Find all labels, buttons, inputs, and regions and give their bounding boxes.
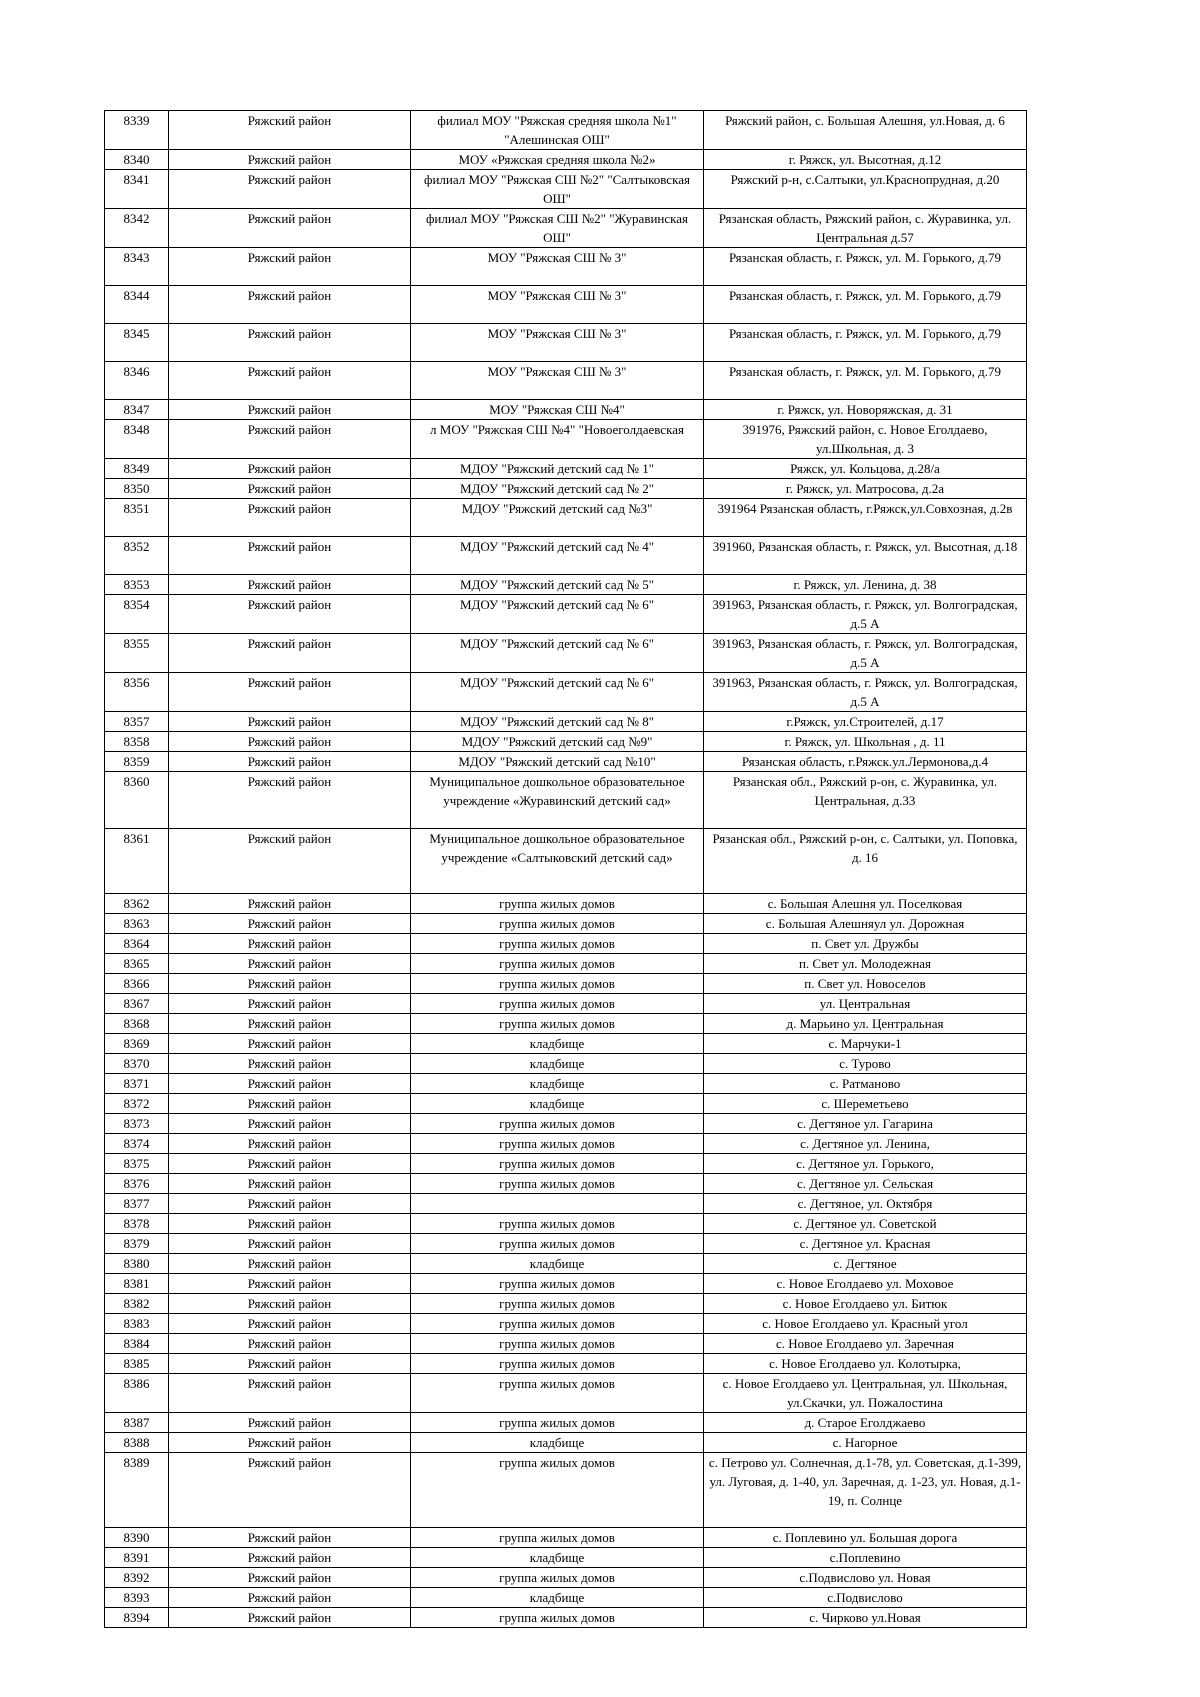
district-cell: Ряжский район: [169, 1294, 411, 1314]
row-number: 8368: [105, 1014, 169, 1034]
object-cell: кладбище: [411, 1433, 704, 1453]
table-row: [105, 537, 1027, 575]
object-cell: МДОУ "Ряжский детский сад №10": [411, 752, 704, 772]
table-row: [105, 712, 1027, 732]
object-cell: л МОУ "Ряжская СШ №4" "Новоеголдаевская: [411, 420, 704, 459]
row-number: 8371: [105, 1074, 169, 1094]
district-cell: Ряжский район: [169, 324, 411, 362]
district-cell: Ряжский район: [169, 1254, 411, 1274]
row-number: 8360: [105, 772, 169, 829]
address-cell: 391964 Рязанская область, г.Ряжск,ул.Совхозная, д.2в: [704, 499, 1027, 537]
district-cell: Ряжский район: [169, 1154, 411, 1174]
object-cell: МОУ "Ряжская СШ № 3": [411, 362, 704, 400]
address-cell: с. Дегтяное: [704, 1254, 1027, 1274]
row-number: 8369: [105, 1034, 169, 1054]
row-number: 8341: [105, 170, 169, 209]
table-row: [105, 1054, 1027, 1074]
object-cell: МДОУ "Ряжский детский сад № 5": [411, 575, 704, 595]
address-cell: с. Новое Еголдаево ул. Заречная: [704, 1334, 1027, 1354]
address-cell: 391963, Рязанская область, г. Ряжск, ул. Волгоградская, д.5 А: [704, 595, 1027, 634]
address-cell: Рязанская область, Ряжский район, с. Журавинка, ул. Центральная д.57: [704, 209, 1027, 248]
row-number: 8345: [105, 324, 169, 362]
row-number: 8354: [105, 595, 169, 634]
object-cell: кладбище: [411, 1034, 704, 1054]
row-number: 8393: [105, 1588, 169, 1608]
district-cell: Ряжский район: [169, 1453, 411, 1528]
object-cell: кладбище: [411, 1054, 704, 1074]
table-row: [105, 111, 1027, 150]
district-cell: Ряжский район: [169, 1174, 411, 1194]
district-cell: Ряжский район: [169, 1548, 411, 1568]
table-row: [105, 1548, 1027, 1568]
table-row: [105, 324, 1027, 362]
row-number: 8346: [105, 362, 169, 400]
address-cell: Рязанская обл., Ряжский р-он, с. Журавинка, ул. Центральная, д.33: [704, 772, 1027, 829]
district-cell: Ряжский район: [169, 1234, 411, 1254]
address-cell: г. Ряжск, ул. Высотная, д.12: [704, 150, 1027, 170]
district-cell: Ряжский район: [169, 1034, 411, 1054]
row-number: 8363: [105, 914, 169, 934]
district-cell: Ряжский район: [169, 286, 411, 324]
address-cell: 391976, Ряжский район, с. Новое Еголдаево, ул.Школьная, д. 3: [704, 420, 1027, 459]
district-cell: Ряжский район: [169, 634, 411, 673]
object-cell: кладбище: [411, 1074, 704, 1094]
object-cell: филиал МОУ "Ряжская СШ №2" "Салтыковская ОШ": [411, 170, 704, 209]
object-cell: группа жилых домов: [411, 914, 704, 934]
table-row: [105, 1234, 1027, 1254]
district-cell: Ряжский район: [169, 150, 411, 170]
address-cell: с. Чирково ул.Новая: [704, 1608, 1027, 1628]
table-row: [105, 772, 1027, 829]
address-cell: с. Ратманово: [704, 1074, 1027, 1094]
object-cell: группа жилых домов: [411, 1453, 704, 1528]
district-cell: Ряжский район: [169, 829, 411, 894]
address-cell: с. Новое Еголдаево ул. Моховое: [704, 1274, 1027, 1294]
table-row: [105, 1194, 1027, 1214]
district-cell: Ряжский район: [169, 1334, 411, 1354]
object-cell: кладбище: [411, 1588, 704, 1608]
address-cell: 391960, Рязанская область, г. Ряжск, ул. Высотная, д.18: [704, 537, 1027, 575]
table-row: [105, 575, 1027, 595]
row-number: 8379: [105, 1234, 169, 1254]
row-number: 8351: [105, 499, 169, 537]
district-cell: Ряжский район: [169, 1354, 411, 1374]
address-cell: с. Дегтяное ул. Горького,: [704, 1154, 1027, 1174]
row-number: 8340: [105, 150, 169, 170]
address-cell: с. Марчуки-1: [704, 1034, 1027, 1054]
row-number: 8364: [105, 934, 169, 954]
address-cell: п. Свет ул. Новоселов: [704, 974, 1027, 994]
row-number: 8372: [105, 1094, 169, 1114]
row-number: 8339: [105, 111, 169, 150]
district-cell: Ряжский район: [169, 954, 411, 974]
object-cell: [411, 1194, 704, 1214]
row-number: 8353: [105, 575, 169, 595]
row-number: 8382: [105, 1294, 169, 1314]
district-cell: Ряжский район: [169, 712, 411, 732]
row-number: 8349: [105, 459, 169, 479]
address-cell: с. Петрово ул. Солнечная, д.1-78, ул. Советская, д.1-399, ул. Луговая, д. 1-40, ул. Заречная, д. 1-23, ул. Новая, д.1-19, п. Солнце: [704, 1453, 1027, 1528]
object-cell: кладбище: [411, 1254, 704, 1274]
table-row: [105, 1074, 1027, 1094]
district-cell: Ряжский район: [169, 479, 411, 499]
address-cell: г. Ряжск, ул. Матросова, д.2а: [704, 479, 1027, 499]
table-row: [105, 1453, 1027, 1528]
row-number: 8356: [105, 673, 169, 712]
object-cell: МДОУ "Ряжский детский сад №3": [411, 499, 704, 537]
row-number: 8387: [105, 1413, 169, 1433]
district-cell: Ряжский район: [169, 673, 411, 712]
address-cell: с. Дегтяное ул. Ленина,: [704, 1134, 1027, 1154]
row-number: 8348: [105, 420, 169, 459]
district-cell: Ряжский район: [169, 974, 411, 994]
object-cell: МОУ «Ряжская средняя школа №2»: [411, 150, 704, 170]
table-row: [105, 994, 1027, 1014]
table-row: [105, 499, 1027, 537]
object-cell: МДОУ "Ряжский детский сад № 8": [411, 712, 704, 732]
table-row: [105, 1214, 1027, 1234]
table-row: [105, 1528, 1027, 1548]
row-number: 8390: [105, 1528, 169, 1548]
object-cell: Муниципальное дошкольное образовательное учреждение «Салтыковский детский сад»: [411, 829, 704, 894]
district-cell: Ряжский район: [169, 209, 411, 248]
table-row: [105, 286, 1027, 324]
table-row: [105, 1134, 1027, 1154]
row-number: 8386: [105, 1374, 169, 1413]
table-row: [105, 1094, 1027, 1114]
district-cell: Ряжский район: [169, 1608, 411, 1628]
table-row: [105, 1588, 1027, 1608]
address-cell: д. Марьино ул. Центральная: [704, 1014, 1027, 1034]
district-cell: Ряжский район: [169, 1413, 411, 1433]
address-cell: г. Ряжск, ул. Школьная , д. 11: [704, 732, 1027, 752]
row-number: 8358: [105, 732, 169, 752]
address-cell: г. Ряжск, ул. Новоряжская, д. 31: [704, 400, 1027, 420]
address-cell: с. Новое Еголдаево ул. Колотырка,: [704, 1354, 1027, 1374]
address-cell: 391963, Рязанская область, г. Ряжск, ул. Волгоградская, д.5 А: [704, 634, 1027, 673]
object-cell: группа жилых домов: [411, 894, 704, 914]
object-cell: группа жилых домов: [411, 954, 704, 974]
object-cell: МДОУ "Ряжский детский сад № 4": [411, 537, 704, 575]
table-row: [105, 1294, 1027, 1314]
district-cell: Ряжский район: [169, 1194, 411, 1214]
district-cell: Ряжский район: [169, 1134, 411, 1154]
object-cell: МДОУ "Ряжский детский сад № 1": [411, 459, 704, 479]
row-number: 8359: [105, 752, 169, 772]
table-row: [105, 1608, 1027, 1628]
row-number: 8350: [105, 479, 169, 499]
table-row: [105, 1433, 1027, 1453]
row-number: 8357: [105, 712, 169, 732]
address-cell: 391963, Рязанская область, г. Ряжск, ул. Волгоградская, д.5 А: [704, 673, 1027, 712]
table-row: [105, 150, 1027, 170]
document-table: [104, 110, 1027, 1628]
row-number: 8385: [105, 1354, 169, 1374]
address-cell: с. Нагорное: [704, 1433, 1027, 1453]
row-number: 8394: [105, 1608, 169, 1628]
address-cell: Рязанская область, г. Ряжск, ул. М. Горького, д.79: [704, 286, 1027, 324]
object-cell: МДОУ "Ряжский детский сад № 6": [411, 634, 704, 673]
district-cell: Ряжский район: [169, 1074, 411, 1094]
address-cell: с.Подвислово ул. Новая: [704, 1568, 1027, 1588]
district-cell: Ряжский район: [169, 595, 411, 634]
object-cell: МДОУ "Ряжский детский сад №9": [411, 732, 704, 752]
object-cell: филиал МОУ "Ряжская средняя школа №1" "Алешинская ОШ": [411, 111, 704, 150]
district-cell: Ряжский район: [169, 772, 411, 829]
table-row: [105, 1014, 1027, 1034]
district-cell: Ряжский район: [169, 1094, 411, 1114]
district-cell: Ряжский район: [169, 537, 411, 575]
row-number: 8367: [105, 994, 169, 1014]
district-cell: Ряжский район: [169, 1014, 411, 1034]
table-row: [105, 1034, 1027, 1054]
row-number: 8391: [105, 1548, 169, 1568]
district-cell: Ряжский район: [169, 170, 411, 209]
district-cell: Ряжский район: [169, 894, 411, 914]
address-cell: Рязанская обл., Ряжский р-он, с. Салтыки, ул. Поповка, д. 16: [704, 829, 1027, 894]
district-cell: Ряжский район: [169, 362, 411, 400]
row-number: 8392: [105, 1568, 169, 1588]
object-cell: МОУ "Ряжская СШ № 3": [411, 324, 704, 362]
object-cell: группа жилых домов: [411, 1234, 704, 1254]
district-cell: Ряжский район: [169, 1374, 411, 1413]
address-cell: д. Старое Еголджаево: [704, 1413, 1027, 1433]
address-cell: с. Дегтяное ул. Сельская: [704, 1174, 1027, 1194]
district-cell: Ряжский район: [169, 1054, 411, 1074]
table-row: [105, 1334, 1027, 1354]
object-cell: группа жилых домов: [411, 1413, 704, 1433]
table-row: [105, 1314, 1027, 1334]
table-row: [105, 1174, 1027, 1194]
object-cell: группа жилых домов: [411, 1608, 704, 1628]
table-row: [105, 829, 1027, 894]
district-cell: Ряжский район: [169, 400, 411, 420]
address-cell: с. Турово: [704, 1054, 1027, 1074]
district-cell: Ряжский район: [169, 1314, 411, 1334]
object-cell: МОУ "Ряжская СШ №4": [411, 400, 704, 420]
object-cell: группа жилых домов: [411, 1334, 704, 1354]
table-row: [105, 673, 1027, 712]
object-cell: группа жилых домов: [411, 1354, 704, 1374]
object-cell: группа жилых домов: [411, 1314, 704, 1334]
address-cell: с. Новое Еголдаево ул. Центральная, ул. Школьная, ул.Скачки, ул. Пожалостина: [704, 1374, 1027, 1413]
object-cell: группа жилых домов: [411, 1114, 704, 1134]
object-cell: группа жилых домов: [411, 1274, 704, 1294]
row-number: 8352: [105, 537, 169, 575]
address-cell: Рязанская область, г.Ряжск.ул.Лермонова,д.4: [704, 752, 1027, 772]
address-cell: с. Шереметьево: [704, 1094, 1027, 1114]
object-cell: группа жилых домов: [411, 974, 704, 994]
row-number: 8389: [105, 1453, 169, 1528]
district-cell: Ряжский район: [169, 459, 411, 479]
table-row: [105, 209, 1027, 248]
table-row: [105, 170, 1027, 209]
district-cell: Ряжский район: [169, 575, 411, 595]
row-number: 8347: [105, 400, 169, 420]
table-row: [105, 1274, 1027, 1294]
district-cell: Ряжский район: [169, 1214, 411, 1234]
address-cell: с. Дегтяное ул. Советской: [704, 1214, 1027, 1234]
district-cell: Ряжский район: [169, 994, 411, 1014]
object-cell: группа жилых домов: [411, 934, 704, 954]
table-row: [105, 934, 1027, 954]
row-number: 8388: [105, 1433, 169, 1453]
row-number: 8383: [105, 1314, 169, 1334]
table-row: [105, 479, 1027, 499]
row-number: 8380: [105, 1254, 169, 1274]
row-number: 8365: [105, 954, 169, 974]
object-cell: МДОУ "Ряжский детский сад № 2": [411, 479, 704, 499]
object-cell: МОУ "Ряжская СШ № 3": [411, 286, 704, 324]
address-cell: с. Поплевино ул. Большая дорога: [704, 1528, 1027, 1548]
district-cell: Ряжский район: [169, 111, 411, 150]
address-cell: Рязанская область, г. Ряжск, ул. М. Горького, д.79: [704, 324, 1027, 362]
object-cell: группа жилых домов: [411, 1134, 704, 1154]
object-cell: группа жилых домов: [411, 1174, 704, 1194]
table-body: [105, 111, 1027, 1628]
object-cell: кладбище: [411, 1094, 704, 1114]
object-cell: группа жилых домов: [411, 1568, 704, 1588]
table-row: [105, 914, 1027, 934]
table-row: [105, 954, 1027, 974]
address-cell: г.Ряжск, ул.Строителей, д.17: [704, 712, 1027, 732]
table-row: [105, 420, 1027, 459]
row-number: 8373: [105, 1114, 169, 1134]
object-cell: кладбище: [411, 1548, 704, 1568]
row-number: 8374: [105, 1134, 169, 1154]
district-cell: Ряжский район: [169, 1568, 411, 1588]
row-number: 8375: [105, 1154, 169, 1174]
object-cell: группа жилых домов: [411, 1214, 704, 1234]
address-cell: ул. Центральная: [704, 994, 1027, 1014]
row-number: 8366: [105, 974, 169, 994]
row-number: 8342: [105, 209, 169, 248]
table-row: [105, 362, 1027, 400]
row-number: 8343: [105, 248, 169, 286]
address-cell: Ряжск, ул. Кольцова, д.28/а: [704, 459, 1027, 479]
row-number: 8378: [105, 1214, 169, 1234]
object-cell: группа жилых домов: [411, 1294, 704, 1314]
object-cell: группа жилых домов: [411, 994, 704, 1014]
address-cell: Рязанская область, г. Ряжск, ул. М. Горького, д.79: [704, 248, 1027, 286]
table-row: [105, 400, 1027, 420]
row-number: 8344: [105, 286, 169, 324]
address-cell: с.Поплевино: [704, 1548, 1027, 1568]
address-cell: с. Дегтяное ул. Красная: [704, 1234, 1027, 1254]
table-row: [105, 1154, 1027, 1174]
object-cell: группа жилых домов: [411, 1014, 704, 1034]
object-cell: МОУ "Ряжская СШ № 3": [411, 248, 704, 286]
table-row: [105, 634, 1027, 673]
table-row: [105, 894, 1027, 914]
object-cell: МДОУ "Ряжский детский сад № 6": [411, 673, 704, 712]
district-cell: Ряжский район: [169, 248, 411, 286]
row-number: 8384: [105, 1334, 169, 1354]
address-cell: с. Дегтяное, ул. Октября: [704, 1194, 1027, 1214]
table-row: [105, 1413, 1027, 1433]
table-row: [105, 1114, 1027, 1134]
row-number: 8361: [105, 829, 169, 894]
object-cell: группа жилых домов: [411, 1374, 704, 1413]
address-cell: с. Новое Еголдаево ул. Битюк: [704, 1294, 1027, 1314]
district-cell: Ряжский район: [169, 752, 411, 772]
address-cell: г. Ряжск, ул. Ленина, д. 38: [704, 575, 1027, 595]
object-cell: МДОУ "Ряжский детский сад № 6": [411, 595, 704, 634]
address-cell: Ряжский район, с. Большая Алешня, ул.Новая, д. 6: [704, 111, 1027, 150]
district-cell: Ряжский район: [169, 732, 411, 752]
table-row: [105, 752, 1027, 772]
district-cell: Ряжский район: [169, 914, 411, 934]
district-cell: Ряжский район: [169, 1588, 411, 1608]
object-cell: Муниципальное дошкольное образовательное учреждение «Журавинский детский сад»: [411, 772, 704, 829]
object-cell: филиал МОУ "Ряжская СШ №2" "Журавинская ОШ": [411, 209, 704, 248]
table-row: [105, 732, 1027, 752]
object-cell: группа жилых домов: [411, 1154, 704, 1174]
object-cell: группа жилых домов: [411, 1528, 704, 1548]
address-cell: с.Подвислово: [704, 1588, 1027, 1608]
table-row: [105, 974, 1027, 994]
district-cell: Ряжский район: [169, 420, 411, 459]
address-cell: п. Свет ул. Молодежная: [704, 954, 1027, 974]
district-cell: Ряжский район: [169, 499, 411, 537]
district-cell: Ряжский район: [169, 1528, 411, 1548]
district-cell: Ряжский район: [169, 934, 411, 954]
address-cell: с. Большая Алешня ул. Поселковая: [704, 894, 1027, 914]
table-row: [105, 248, 1027, 286]
row-number: 8381: [105, 1274, 169, 1294]
address-cell: Ряжский р-н, с.Салтыки, ул.Краснопрудная, д.20: [704, 170, 1027, 209]
district-cell: Ряжский район: [169, 1433, 411, 1453]
table-row: [105, 459, 1027, 479]
table-row: [105, 1254, 1027, 1274]
table-row: [105, 1354, 1027, 1374]
row-number: 8370: [105, 1054, 169, 1074]
address-cell: п. Свет ул. Дружбы: [704, 934, 1027, 954]
district-cell: Ряжский район: [169, 1114, 411, 1134]
table-row: [105, 1568, 1027, 1588]
table-row: [105, 1374, 1027, 1413]
address-cell: с. Новое Еголдаево ул. Красный угол: [704, 1314, 1027, 1334]
address-cell: с. Большая Алешняул ул. Дорожная: [704, 914, 1027, 934]
row-number: 8376: [105, 1174, 169, 1194]
table-row: [105, 595, 1027, 634]
district-cell: Ряжский район: [169, 1274, 411, 1294]
address-cell: Рязанская область, г. Ряжск, ул. М. Горького, д.79: [704, 362, 1027, 400]
address-cell: с. Дегтяное ул. Гагарина: [704, 1114, 1027, 1134]
row-number: 8377: [105, 1194, 169, 1214]
row-number: 8355: [105, 634, 169, 673]
row-number: 8362: [105, 894, 169, 914]
